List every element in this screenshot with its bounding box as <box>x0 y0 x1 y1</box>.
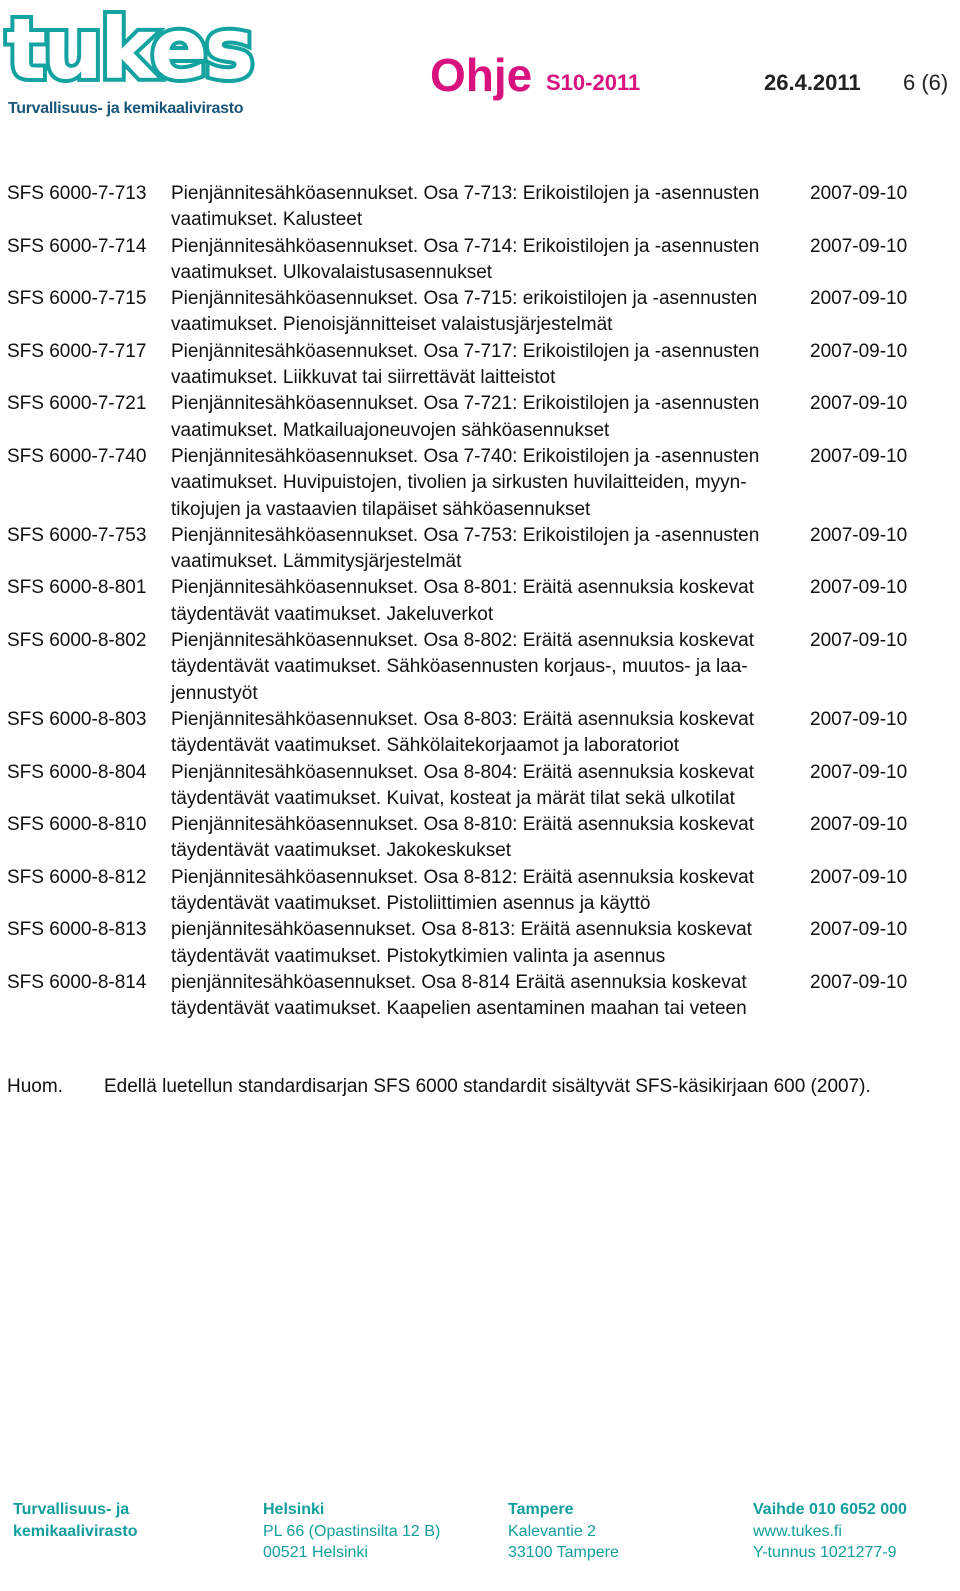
description-line: Pienjännitesähköasennukset. Osa 7-753: Erikoistilojen ja -asennusten <box>171 524 760 546</box>
footer-business-id: Y-tunnus 1021277-9 <box>753 1544 897 1561</box>
standard-description <box>171 865 791 918</box>
standard-description <box>171 523 791 576</box>
footer-helsinki-title: Helsinki <box>263 1501 325 1518</box>
standard-date: 2007-09-10 <box>810 761 908 783</box>
standard-row <box>0 917 960 970</box>
standard-row <box>0 628 960 707</box>
standard-row <box>0 391 960 444</box>
description-line: Pienjännitesähköasennukset. Osa 7-713: Erikoistilojen ja -asennusten <box>171 183 760 204</box>
footer-helsinki <box>263 1499 440 1564</box>
standard-description <box>171 812 791 865</box>
note-text: Edellä luetellun standardisarjan SFS 6000 standardit sisältyvät SFS-käsikirjaan 600 (2007). <box>104 1076 871 1097</box>
standard-date: 2007-09-10 <box>810 814 908 836</box>
standard-code: SFS 6000-7-740 <box>7 445 147 467</box>
description-line: vaatimukset. Ulkovalaistusasennukset <box>171 261 493 283</box>
standard-code: SFS 6000-7-721 <box>7 393 147 415</box>
tukes-logo <box>6 0 256 122</box>
standard-code: SFS 6000-8-802 <box>7 630 147 652</box>
document-code: S10-2011 <box>546 70 641 95</box>
standard-row <box>0 707 960 760</box>
standard-row <box>0 181 960 234</box>
standard-code: SFS 6000-8-812 <box>7 866 147 888</box>
footer-contact <box>753 1499 907 1564</box>
standard-code: SFS 6000-7-717 <box>7 340 147 362</box>
description-line: täydentävät vaatimukset. Jakeluverkot <box>171 603 494 625</box>
standard-date: 2007-09-10 <box>810 340 908 362</box>
standard-code: SFS 6000-7-714 <box>7 235 147 257</box>
standard-code: SFS 6000-7-715 <box>7 288 147 310</box>
description-line: Pienjännitesähköasennukset. Osa 8-802: Eräitä asennuksia koskevat <box>171 630 755 652</box>
standard-description <box>171 628 791 707</box>
description-line: täydentävät vaatimukset. Pistoliittimien asennus ja käyttö <box>171 893 651 915</box>
description-line: täydentävät vaatimukset. Kaapelien asentaminen maahan tai veteen <box>171 998 747 1020</box>
standard-code: SFS 6000-8-801 <box>7 577 147 599</box>
footer-helsinki-line: 00521 Helsinki <box>263 1544 368 1561</box>
standard-row <box>0 970 960 1023</box>
standard-date: 2007-09-10 <box>810 183 908 204</box>
footer-tampere-title: Tampere <box>508 1501 574 1518</box>
standard-description <box>171 391 791 444</box>
description-line: Pienjännitesähköasennukset. Osa 8-803: Eräitä asennuksia koskevat <box>171 708 755 730</box>
description-line: vaatimukset. Kalusteet <box>171 209 363 231</box>
standard-description <box>171 339 791 392</box>
description-line: täydentävät vaatimukset. Sähköasennusten korjaus-, muutos- ja laa- <box>171 656 748 678</box>
footer-org-line: kemikaalivirasto <box>13 1522 138 1540</box>
standard-date: 2007-09-10 <box>810 393 908 415</box>
standard-row <box>0 286 960 339</box>
standard-date: 2007-09-10 <box>810 866 908 888</box>
document-date: 26.4.2011 <box>764 70 861 95</box>
standard-date: 2007-09-10 <box>810 445 908 467</box>
note <box>7 1074 871 1100</box>
standard-date: 2007-09-10 <box>810 708 908 730</box>
standard-row <box>0 234 960 287</box>
standard-description <box>171 917 791 970</box>
standard-date: 2007-09-10 <box>810 235 908 257</box>
standard-date: 2007-09-10 <box>810 288 908 310</box>
standard-description <box>171 707 791 760</box>
note-label: Huom. <box>7 1076 63 1097</box>
standard-date: 2007-09-10 <box>810 919 908 941</box>
document-type: Ohje <box>430 49 533 101</box>
description-line: Pienjännitesähköasennukset. Osa 8-804: Eräitä asennuksia koskevat <box>171 761 755 783</box>
description-line: tikojujen ja vastaavien tilapäiset sähköasennukset <box>171 498 591 520</box>
logo-wordmark: tukes <box>6 0 252 98</box>
description-line: täydentävät vaatimukset. Kuivat, kosteat ja märät tilat sekä ulkotilat <box>171 787 735 809</box>
description-line: Pienjännitesähköasennukset. Osa 7-740: Erikoistilojen ja -asennusten <box>171 445 760 467</box>
standard-date: 2007-09-10 <box>810 971 908 993</box>
standard-description <box>171 575 791 628</box>
standard-code: SFS 6000-8-813 <box>7 919 147 941</box>
logo-subtitle: Turvallisuus- ja kemikaalivirasto <box>8 100 244 117</box>
description-line: täydentävät vaatimukset. Jakokeskukset <box>171 840 512 862</box>
footer-phone: Vaihde 010 6052 000 <box>753 1501 907 1518</box>
standard-description <box>171 286 791 339</box>
standard-date: 2007-09-10 <box>810 524 908 546</box>
description-line: jennustyöt <box>171 682 258 704</box>
footer-org-line: Turvallisuus- ja <box>13 1501 130 1518</box>
standard-row <box>0 523 960 576</box>
standard-description <box>171 444 791 523</box>
description-line: pienjännitesähköasennukset. Osa 8-814 Eräitä asennuksia koskevat <box>171 971 747 993</box>
footer-tampere-line: 33100 Tampere <box>508 1544 619 1561</box>
description-line: vaatimukset. Matkailuajoneuvojen sähköasennukset <box>171 419 610 441</box>
standard-row <box>0 575 960 628</box>
description-line: täydentävät vaatimukset. Sähkölaitekorjaamot ja laboratoriot <box>171 735 679 757</box>
standard-description <box>171 970 791 1023</box>
standard-code: SFS 6000-8-810 <box>7 814 147 836</box>
footer-helsinki-line: PL 66 (Opastinsilta 12 B) <box>263 1522 441 1540</box>
standards-list <box>0 181 960 1023</box>
description-line: Pienjännitesähköasennukset. Osa 7-714: Erikoistilojen ja -asennusten <box>171 235 760 257</box>
standard-description <box>171 181 791 234</box>
standard-code: SFS 6000-8-814 <box>7 971 147 993</box>
standard-date: 2007-09-10 <box>810 630 908 652</box>
footer-tampere <box>508 1499 619 1564</box>
description-line: Pienjännitesähköasennukset. Osa 8-812: Eräitä asennuksia koskevat <box>171 866 755 888</box>
standard-code: SFS 6000-8-803 <box>7 708 147 730</box>
description-line: vaatimukset. Pienoisjännitteiset valaistusjärjestelmät <box>171 314 613 336</box>
standard-code: SFS 6000-8-804 <box>7 761 147 783</box>
standard-description <box>171 760 791 813</box>
standard-code: SFS 6000-7-713 <box>7 183 147 204</box>
footer-organization <box>13 1499 138 1542</box>
standard-row <box>0 865 960 918</box>
description-line: pienjännitesähköasennukset. Osa 8-813: Eräitä asennuksia koskevat <box>171 919 752 941</box>
description-line: vaatimukset. Huvipuistojen, tivolien ja sirkusten huvilaitteiden, myyn- <box>171 472 747 494</box>
description-line: vaatimukset. Liikkuvat tai siirrettävät laitteistot <box>171 367 556 389</box>
description-line: täydentävät vaatimukset. Pistokytkimien valinta ja asennus <box>171 945 666 967</box>
description-line: Pienjännitesähköasennukset. Osa 7-717: Erikoistilojen ja -asennusten <box>171 340 760 362</box>
description-line: Pienjännitesähköasennukset. Osa 7-721: Erikoistilojen ja -asennusten <box>171 393 760 415</box>
footer-tampere-line: Kalevantie 2 <box>508 1522 597 1540</box>
description-line: Pienjännitesähköasennukset. Osa 7-715: erikoistilojen ja -asennusten <box>171 288 758 310</box>
footer-website-link[interactable]: www.tukes.fi <box>753 1522 842 1540</box>
page-number: 6 (6) <box>903 70 949 95</box>
standard-date: 2007-09-10 <box>810 577 908 599</box>
description-line: vaatimukset. Lämmitysjärjestelmät <box>171 551 462 573</box>
standard-code: SFS 6000-7-753 <box>7 524 147 546</box>
standard-row <box>0 444 960 523</box>
description-line: Pienjännitesähköasennukset. Osa 8-801: Eräitä asennuksia koskevat <box>171 577 755 599</box>
description-line: Pienjännitesähköasennukset. Osa 8-810: Eräitä asennuksia koskevat <box>171 814 755 836</box>
standard-row <box>0 339 960 392</box>
standard-row <box>0 760 960 813</box>
standard-description <box>171 234 791 287</box>
standard-row <box>0 812 960 865</box>
